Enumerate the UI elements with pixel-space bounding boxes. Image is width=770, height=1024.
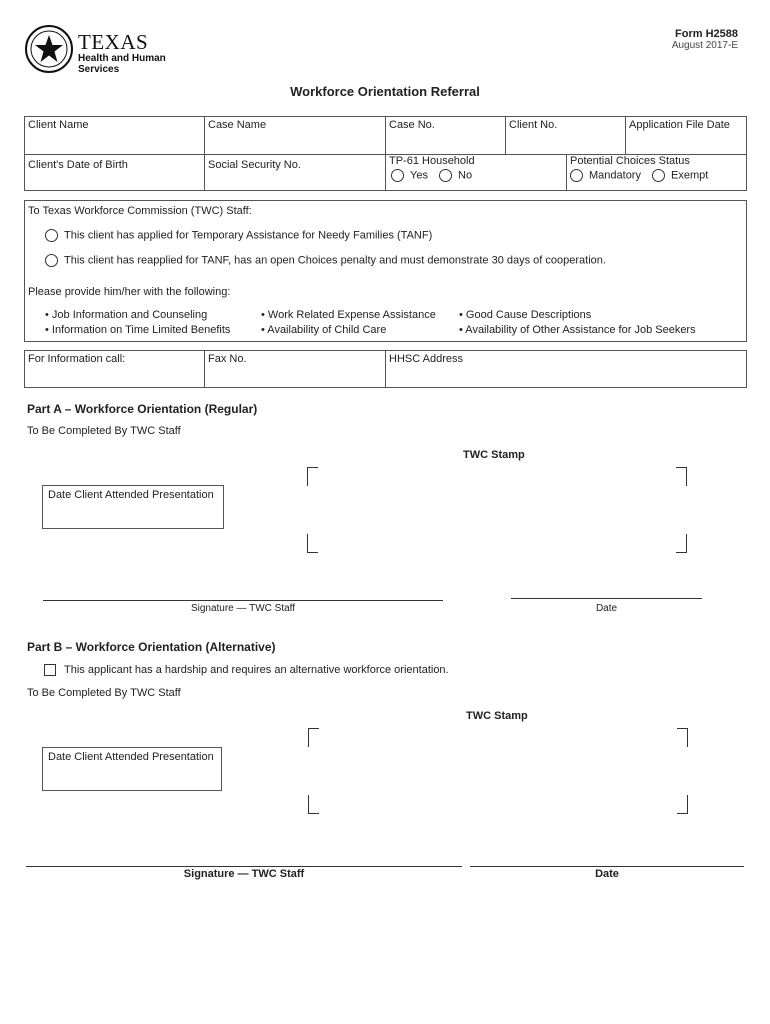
grid-row-2 <box>25 154 746 190</box>
part-b-date-line[interactable] <box>470 866 744 867</box>
ssn-label: Social Security No. <box>208 159 301 171</box>
part-b-stamp-label: TWC Stamp <box>466 710 528 722</box>
part-a-date-line[interactable] <box>511 598 702 599</box>
part-b-heading: Part B – Workforce Orientation (Alternative) <box>27 640 276 654</box>
tanf-reapplied-option <box>45 254 606 267</box>
choices-status-field <box>567 154 746 190</box>
tp61-field <box>386 154 567 190</box>
part-a-date-attended-field[interactable] <box>42 485 224 529</box>
part-b-signature-label: Signature — TWC Staff <box>183 868 305 880</box>
part-b-date-attended-label: Date Client Attended Presentation <box>48 751 214 763</box>
part-a-heading: Part A – Workforce Orientation (Regular) <box>27 402 258 416</box>
info-call-label: For Information call: <box>28 353 126 365</box>
bullet-child-care: • Availability of Child Care <box>261 324 387 336</box>
contact-grid <box>24 350 747 388</box>
part-b-date-label: Date <box>595 868 619 880</box>
tp61-yes-label: Yes <box>410 169 428 182</box>
tanf-applied-option <box>45 229 432 242</box>
info-call-field[interactable] <box>25 351 205 387</box>
part-a-signature-label: Signature — TWC Staff <box>190 603 296 614</box>
stamp-corner-tr <box>676 467 687 486</box>
case-no-label: Case No. <box>389 119 435 131</box>
texas-seal-icon <box>24 24 74 74</box>
bullet-expense: • Work Related Expense Assistance <box>261 309 436 321</box>
tanf-reapplied-radio[interactable] <box>45 254 58 267</box>
hhsc-address-field[interactable] <box>386 351 746 387</box>
stamp-corner-bl <box>307 534 318 553</box>
stamp-corner-tr <box>677 728 688 747</box>
bullet-other-assistance: • Availability of Other Assistance for Job Seekers <box>459 324 696 336</box>
fax-label: Fax No. <box>208 353 247 365</box>
fax-field[interactable] <box>205 351 386 387</box>
stamp-corner-br <box>677 795 688 814</box>
stamp-corner-br <box>676 534 687 553</box>
stamp-corner-tl <box>307 467 318 486</box>
page-title: Workforce Orientation Referral <box>290 84 480 99</box>
bullet-time-limited: • Information on Time Limited Benefits <box>45 324 231 336</box>
client-no-field[interactable] <box>506 117 626 154</box>
part-a-date-attended-label: Date Client Attended Presentation <box>48 489 214 501</box>
part-b-signature-line[interactable] <box>26 866 462 867</box>
dob-field[interactable] <box>25 154 205 190</box>
application-file-date-label: Application File Date <box>629 119 730 131</box>
stamp-corner-bl <box>308 795 319 814</box>
exempt-radio[interactable] <box>652 169 665 182</box>
part-a-signature-line[interactable] <box>43 600 443 601</box>
dob-label: Client's Date of Birth <box>28 159 128 171</box>
client-name-label: Client Name <box>28 119 89 131</box>
grid-row-1 <box>25 117 746 155</box>
form-number: Form H2588 <box>675 28 738 40</box>
tanf-applied-label: This client has applied for Temporary Assistance for Needy Families (TANF) <box>64 229 433 242</box>
hardship-checkbox[interactable] <box>44 664 56 676</box>
application-file-date-field[interactable] <box>626 117 746 154</box>
stamp-corner-tl <box>308 728 319 747</box>
bullet-job-info: • Job Information and Counseling <box>45 309 208 321</box>
choices-status-label: Potential Choices Status <box>570 155 690 167</box>
part-a-completed-by: To Be Completed By TWC Staff <box>27 425 181 437</box>
hardship-option <box>44 664 449 676</box>
texas-hhs-logo <box>24 24 164 76</box>
twc-heading: To Texas Workforce Commission (TWC) Staff: <box>28 205 252 217</box>
logo-subtitle: Health and Human Services <box>78 53 166 75</box>
case-name-label: Case Name <box>208 119 267 131</box>
provide-heading: Please provide him/her with the following: <box>28 286 231 298</box>
client-info-grid <box>24 116 747 191</box>
tp61-yes-radio[interactable] <box>391 169 404 182</box>
part-b-date-attended-field[interactable] <box>42 747 222 791</box>
hhsc-address-label: HHSC Address <box>389 353 463 365</box>
case-no-field[interactable] <box>386 117 506 154</box>
case-name-field[interactable] <box>205 117 386 154</box>
tp61-label: TP-61 Household <box>389 155 475 167</box>
part-b-completed-by: To Be Completed By TWC Staff <box>27 687 181 699</box>
client-name-field[interactable] <box>25 117 205 154</box>
form-number-block <box>672 28 738 51</box>
form-date: August 2017-E <box>671 40 738 51</box>
logo-texas-text: TEXAS <box>78 30 149 54</box>
twc-staff-box <box>24 200 747 342</box>
bullet-good-cause: • Good Cause Descriptions <box>459 309 592 321</box>
tp61-no-radio[interactable] <box>439 169 452 182</box>
exempt-label: Exempt <box>671 169 709 182</box>
part-a-stamp-label: TWC Stamp <box>463 449 525 461</box>
tanf-reapplied-label: This client has reapplied for TANF, has an open Choices penalty and must demonstrate 30 days of cooperation. <box>64 254 606 267</box>
mandatory-label: Mandatory <box>589 169 641 182</box>
client-no-label: Client No. <box>509 119 558 131</box>
mandatory-radio[interactable] <box>570 169 583 182</box>
tanf-applied-radio[interactable] <box>45 229 58 242</box>
part-a-date-label: Date <box>595 603 618 614</box>
ssn-field[interactable] <box>205 154 386 190</box>
hardship-label: This applicant has a hardship and requires an alternative workforce orientation. <box>64 664 449 676</box>
tp61-no-label: No <box>458 169 473 182</box>
